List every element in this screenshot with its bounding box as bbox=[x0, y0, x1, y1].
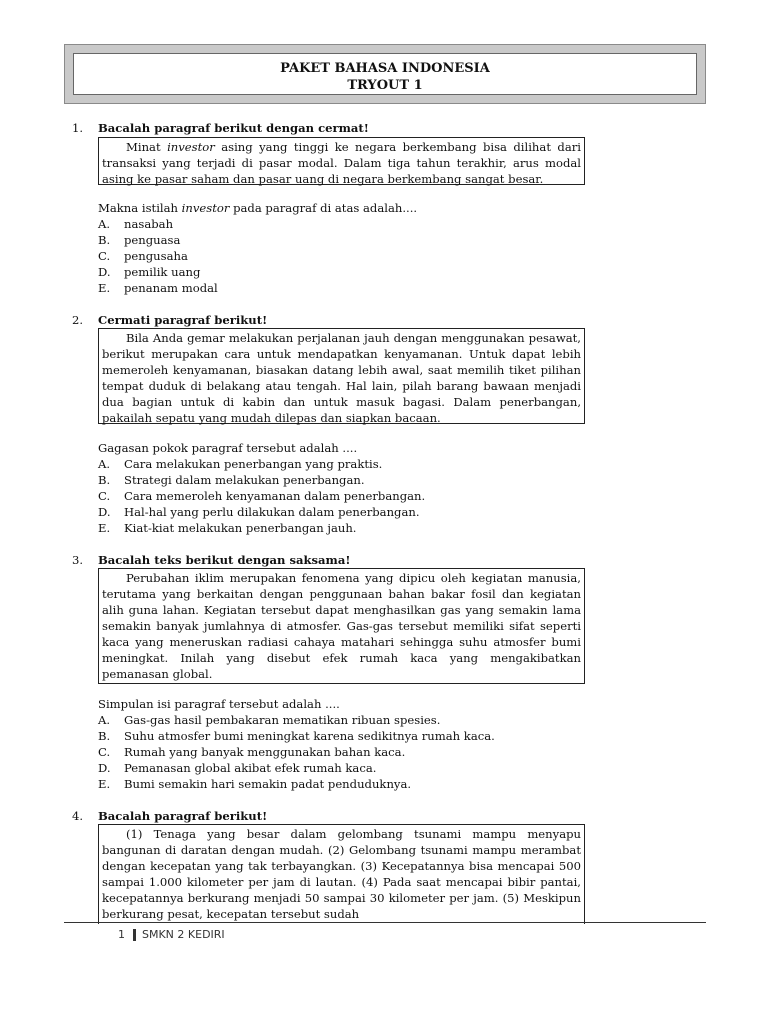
option-a[interactable]: A. Cara melakukan penerbangan yang praktis. bbox=[98, 457, 383, 471]
option-a[interactable]: A. nasabah bbox=[98, 217, 174, 231]
document-subtitle: TRYOUT 1 bbox=[347, 78, 423, 93]
option-a[interactable]: A. Gas-gas hasil pembakaran mematikan ribuan spesies. bbox=[98, 713, 441, 727]
option-b[interactable]: B. penguasa bbox=[98, 233, 181, 247]
footer-divider bbox=[64, 922, 706, 923]
option-c[interactable]: C. Cara memeroleh kenyamanan dalam penerbangan. bbox=[98, 489, 426, 503]
option-d[interactable]: D. Pemanasan global akibat efek rumah kaca. bbox=[98, 761, 377, 775]
school-name: SMKN 2 KEDIRI bbox=[142, 928, 225, 941]
option-e[interactable]: E. penanam modal bbox=[98, 281, 218, 295]
document-title: PAKET BAHASA INDONESIA bbox=[280, 61, 490, 76]
option-d[interactable]: D. pemilik uang bbox=[98, 265, 201, 279]
question-number: 4. bbox=[72, 809, 84, 823]
title-frame bbox=[64, 44, 706, 104]
option-d[interactable]: D. Hal-hal yang perlu dilakukan dalam penerbangan. bbox=[98, 505, 420, 519]
option-e[interactable]: E. Kiat-kiat melakukan penerbangan jauh. bbox=[98, 521, 357, 535]
passage-box: Bila Anda gemar melakukan perjalanan jauh dengan menggunakan pesawat, berikut merupakan cara untuk mendapatkan kenyamanan. Untuk dapat lebih memeroleh kenyamanan, biasakan datang lebih awal, saat memilih tiket pilihan tempat duduk di belakang atau tengah. Hal lain, pilah barang bawaan menjadi dua bagian untuk di kabin dan untuk masuk bagasi. Dalam penerbangan, pakailah sepatu yang mudah dilepas dan siapkan bacaan. bbox=[98, 328, 585, 424]
title-box bbox=[73, 53, 697, 95]
question-prompt: Makna istilah investor pada paragraf di atas adalah.... bbox=[98, 201, 418, 215]
footer-separator bbox=[133, 929, 136, 941]
option-c[interactable]: C. pengusaha bbox=[98, 249, 188, 263]
question-instruction: Bacalah teks berikut dengan saksama! bbox=[98, 553, 351, 567]
option-b[interactable]: B. Suhu atmosfer bumi meningkat karena sedikitnya rumah kaca. bbox=[98, 729, 495, 743]
question-instruction: Bacalah paragraf berikut dengan cermat! bbox=[98, 121, 369, 135]
question-instruction: Cermati paragraf berikut! bbox=[98, 313, 268, 327]
question-number: 1. bbox=[72, 121, 84, 135]
option-e[interactable]: E. Bumi semakin hari semakin padat penduduknya. bbox=[98, 777, 412, 791]
option-c[interactable]: C. Rumah yang banyak menggunakan bahan kaca. bbox=[98, 745, 406, 759]
passage-box: (1) Tenaga yang besar dalam gelombang tsunami mampu menyapu bangunan di daratan dengan mudah. (2) Gelombang tsunami mampu merambat dengan kecepatan yang tak terbayangkan. (3) Kecepatannya bisa mencapai 500 sampai 1.000 kilometer per jam di lautan. (4) Pada saat mencapai bibir pantai, kecepatannya berkurang menjadi 50 sampai 30 kilometer per jam. (5) Meskipun berkurang pesat, kecepatan tersebut sudah bbox=[98, 824, 585, 924]
page-number: 1 bbox=[118, 928, 125, 941]
page-footer bbox=[118, 928, 225, 941]
question-instruction: Bacalah paragraf berikut! bbox=[98, 809, 268, 823]
question-number: 2. bbox=[72, 313, 84, 327]
question-prompt: Simpulan isi paragraf tersebut adalah .... bbox=[98, 697, 340, 711]
option-b[interactable]: B. Strategi dalam melakukan penerbangan. bbox=[98, 473, 365, 487]
question-prompt: Gagasan pokok paragraf tersebut adalah .... bbox=[98, 441, 358, 455]
question-number: 3. bbox=[72, 553, 84, 567]
passage-box: Minat investor asing yang tinggi ke negara berkembang bisa dilihat dari transaksi yang terjadi di pasar modal. Dalam tiga tahun terakhir, arus modal asing ke pasar saham dan pasar uang di negara berkembang sangat besar. bbox=[98, 137, 585, 185]
passage-box: Perubahan iklim merupakan fenomena yang dipicu oleh kegiatan manusia, terutama yang berkaitan dengan penggunaan bahan bakar fosil dan kegiatan alih guna lahan. Kegiatan tersebut dapat menghasilkan gas yang semakin lama semakin banyak jumlahnya di atmosfer. Gas-gas tersebut memiliki sifat seperti kaca yang meneruskan radiasi cahaya matahari sehingga suhu atmosfer bumi meningkat. Inilah yang disebut efek rumah kaca yang mengakibatkan pemanasan global. bbox=[98, 568, 585, 684]
